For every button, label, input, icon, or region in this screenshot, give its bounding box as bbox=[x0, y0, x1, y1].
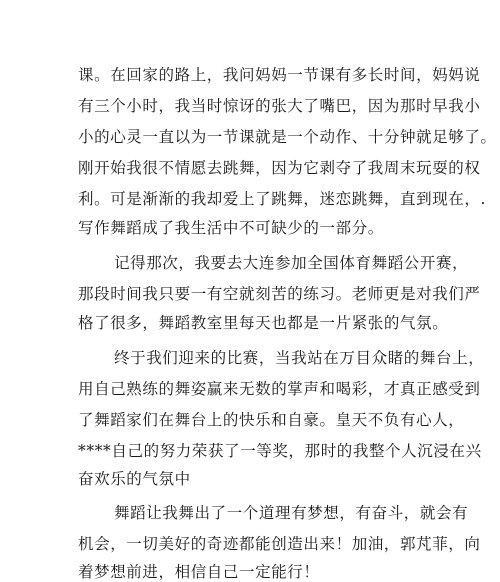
text-line: 利。可是渐渐的我却爱上了跳舞，迷恋跳舞，直到现在，. bbox=[78, 190, 487, 208]
text-line: 写作舞蹈成了我生活中不可缺少的一部分。 bbox=[78, 219, 384, 237]
text-line: 奋欢乐的气氛中 bbox=[78, 470, 191, 488]
text-line: 终于我们迎来的比赛，当我站在万目众睹的舞台上， bbox=[114, 349, 485, 367]
text-line: 舞蹈让我舞出了一个道理有梦想，有奋斗，就会有 bbox=[114, 504, 469, 522]
text-line: 小的心灵一直以为一节课就是一个动作、十分钟就足够了。 bbox=[78, 128, 497, 146]
text-line: 那段时间我只要一有空就刻苦的练习。老师更是对我们严 bbox=[78, 285, 481, 303]
text-line: ****自己的努力荣获了一等奖，那时的我整个人沉浸在兴 bbox=[78, 442, 482, 460]
text-line: 记得那次，我要去大连参加全国体育舞蹈公开赛， bbox=[114, 254, 469, 272]
text-line: 刚开始我很不情愿去跳舞，因为它剥夺了我周末玩耍的权 bbox=[78, 159, 481, 177]
text-line: 机会，一切美好的奇迹都能创造出来！加油，郭芃菲，向 bbox=[78, 535, 481, 553]
text-line: 课。在回家的路上，我问妈妈一节课有多长时间，妈妈说 bbox=[78, 66, 481, 84]
text-line: 了舞蹈家们在舞台上的快乐和自豪。皇天不负有心人， bbox=[78, 411, 465, 429]
text-line: 格了很多，舞蹈教室里每天也都是一片紧张的气氛。 bbox=[78, 314, 449, 332]
text-line: 着梦想前进，相信自己一定能行！ bbox=[78, 563, 320, 581]
text-line: 有三个小时，我当时惊讶的张大了嘴巴，因为那时早我小 bbox=[78, 97, 481, 115]
text-line: 用自己熟练的舞姿赢来无数的掌声和喝彩，才真正感受到 bbox=[78, 380, 481, 398]
